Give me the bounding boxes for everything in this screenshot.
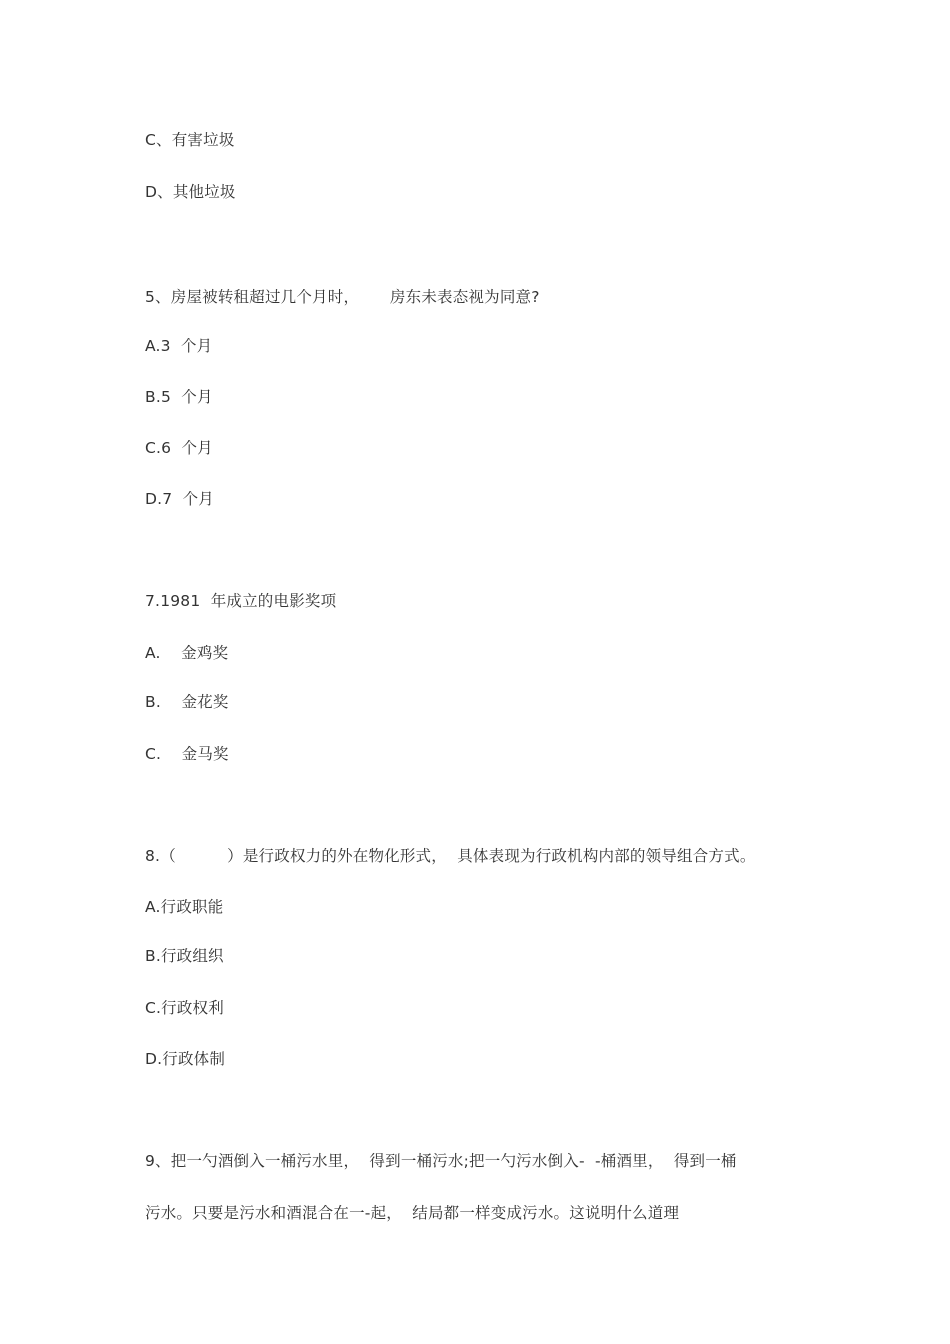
q7-question: 7.1981 年成立的电影奖项: [145, 592, 337, 610]
q5-option-a: A.3 个月: [145, 337, 213, 355]
q7-option-a: A. 金鸡奖: [145, 644, 229, 662]
q7-option-b: B. 金花奖: [145, 693, 229, 711]
q5-option-b: B.5 个月: [145, 388, 213, 406]
q8-option-c: C.行政权利: [145, 999, 224, 1017]
q5-question: 5、房屋被转租超过几个月时， 房东未表态视为同意?: [145, 288, 540, 306]
q4-option-d: D、其他垃圾: [145, 183, 236, 201]
q9-question-line-2: 污水。只要是污水和酒混合在一-起， 结局都一样变成污水。这说明什么道理: [145, 1204, 680, 1222]
q8-question: 8.（ ）是行政权力的外在物化形式， 具体表现为行政机构内部的领导组合方式。: [145, 847, 756, 865]
q7-option-c: C. 金马奖: [145, 745, 229, 763]
q5-option-d: D.7 个月: [145, 490, 214, 508]
q4-option-c: C、有害垃圾: [145, 131, 235, 149]
q5-option-c: C.6 个月: [145, 439, 213, 457]
q8-option-b: B.行政组织: [145, 947, 224, 965]
q8-option-d: D.行政体制: [145, 1050, 226, 1068]
q9-question-line-1: 9、把一勺酒倒入一桶污水里， 得到一桶污水;把一勺污水倒入- -桶酒里， 得到一桶: [145, 1152, 737, 1170]
q8-option-a: A.行政职能: [145, 898, 224, 916]
